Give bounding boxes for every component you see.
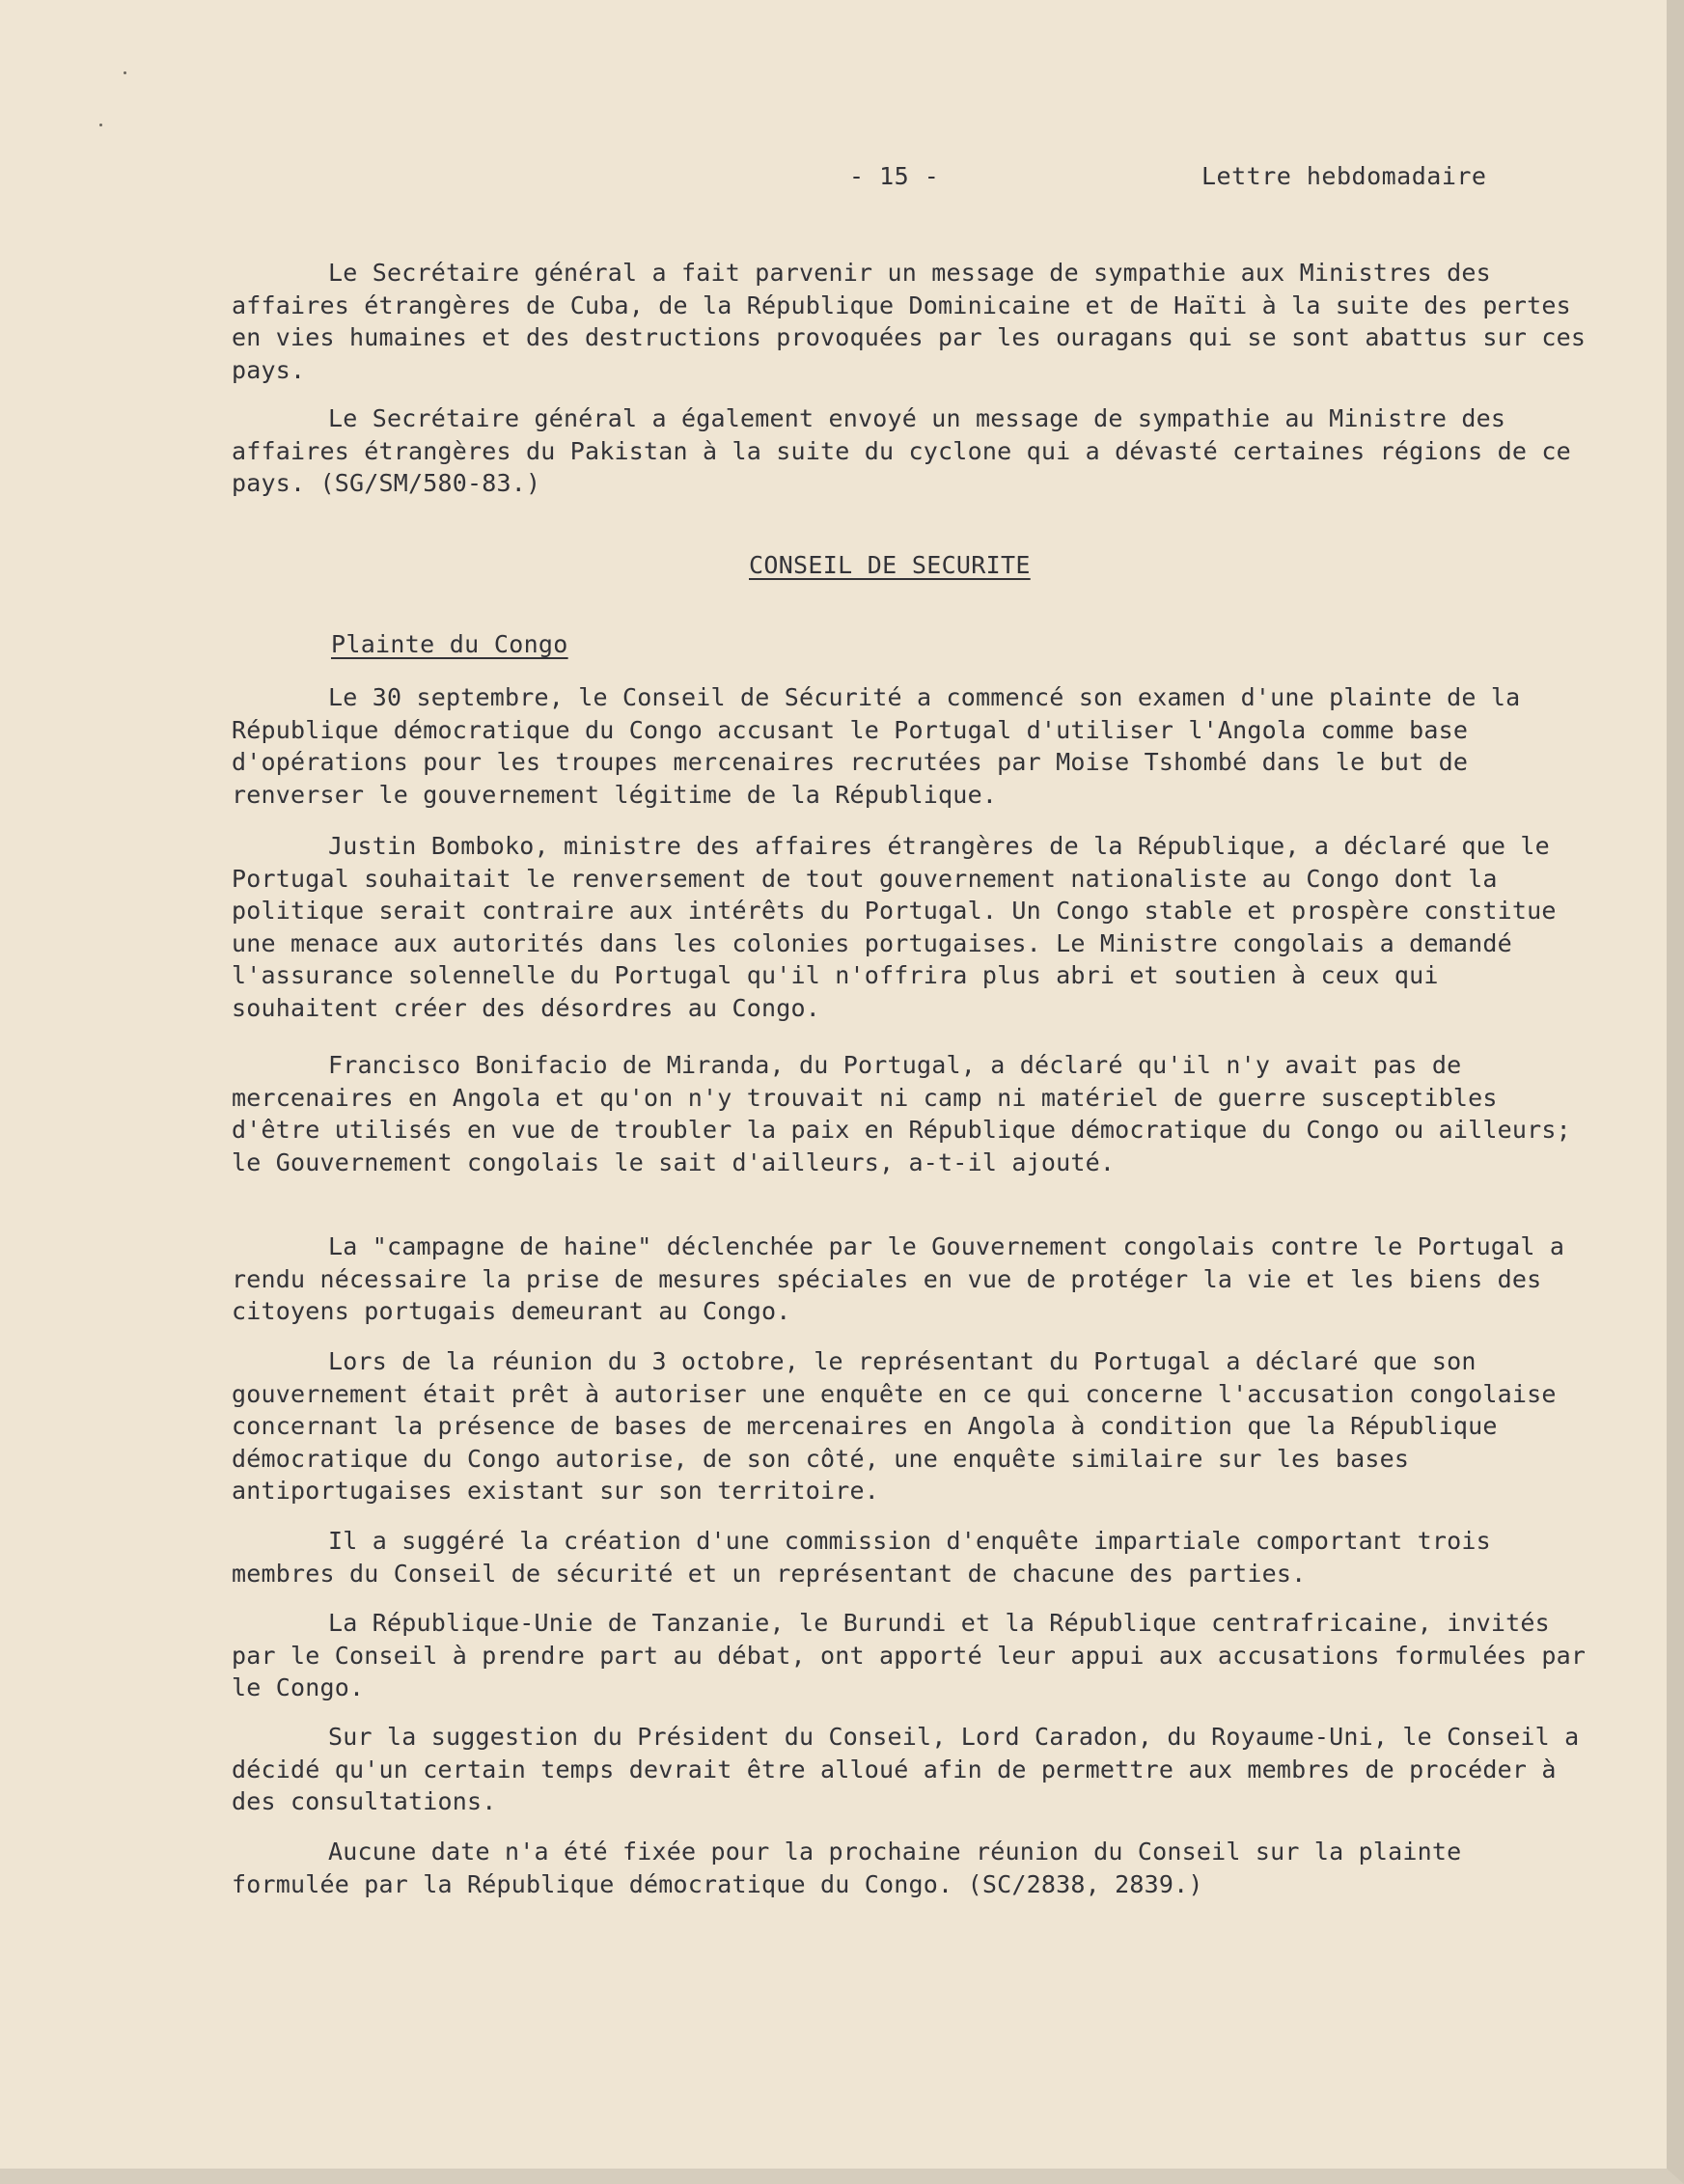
- paragraph-bomboko-statement: Justin Bomboko, ministre des affaires étrangères de la République, a déclaré que le Portugal souhaitait le renversement de tout gouvernement nationaliste au Congo dont la politique serait contraire aux intérêts du Portugal. Un Congo stable et prospère constitue une menace aux autorités dans les colonies portugaises. Le Ministre congolais a demandé l'assurance solennelle du Portugal qu'il n'offrira plus abri et soutien à ceux qui souhaitent créer des désordres au Congo.: [232, 832, 1557, 1022]
- paragraph-hate-campaign: La "campagne de haine" déclenchée par le Gouvernement congolais contre le Portugal a rendu nécessaire la prise de mesures spéciales en vue de protéger la vie et les biens des citoyens portugais demeurant au Congo.: [232, 1232, 1565, 1325]
- newsletter-title: Lettre hebdomadaire: [1201, 162, 1487, 190]
- paragraph-consultations: Sur la suggestion du Président du Conseil, Lord Caradon, du Royaume-Uni, le Conseil a décidé qu'un certain temps devrait être alloué afin de permettre aux membres de procéder à des consultations.: [232, 1723, 1580, 1815]
- paragraph-sympathy-caribbean: Le Secrétaire général a fait parvenir un message de sympathie aux Ministres des affaires étrangères de Cuba, de la République Dominicaine et de Haïti à la suite des pertes en vies humaines et des destructions provoquées par les ouragans qui se sont abattus sur ces pays.: [232, 259, 1587, 384]
- paragraph-next-meeting: Aucune date n'a été fixée pour la prochaine réunion du Conseil sur la plainte formulée par la République démocratique du Congo. (SC/2838, 2839.): [232, 1838, 1462, 1898]
- paper-speck: [124, 71, 126, 74]
- paragraph-commission-proposal: Il a suggéré la création d'une commission d'enquête impartiale comportant trois membres du Conseil de sécurité et un représentant de chacune des parties.: [232, 1527, 1491, 1588]
- paragraph-miranda-statement: Francisco Bonifacio de Miranda, du Portugal, a déclaré qu'il n'y avait pas de mercenaires en Angola et qu'on n'y trouvait ni camp ni matériel de guerre susceptibles d'être utilisés en vue de troubler la paix en République démocratique du Congo ou ailleurs; le Gouvernement congolais le sait d'ailleurs, a-t-il ajouté.: [232, 1051, 1571, 1176]
- page-number: - 15 -: [849, 162, 940, 190]
- sub-heading-congo-complaint: Plainte du Congo: [331, 630, 568, 658]
- paragraph-complaint-opening: Le 30 septembre, le Conseil de Sécurité a commencé son examen d'une plainte de la République démocratique du Congo accusant le Portugal d'utiliser l'Angola comme base d'opérations pour les troupes mercenaires recrutées par Moise Tshombé dans le but de renverser le gouvernement légitime de la République.: [232, 683, 1521, 809]
- paragraph-october-meeting: Lors de la réunion du 3 octobre, le représentant du Portugal a déclaré que son gouvernement était prêt à autoriser une enquête en ce qui concerne l'accusation congolaise concernant la présence de bases de mercenaires en Angola à condition que la République démocratique du Congo autorise, de son côté, une enquête similaire sur les bases antiportugaises existant sur son territoire.: [232, 1347, 1557, 1505]
- paragraph-african-support: La République-Unie de Tanzanie, le Burundi et la République centrafricaine, invités par le Conseil à prendre part au débat, ont apporté leur appui aux accusations formulées par le Congo.: [232, 1609, 1587, 1701]
- paper-speck: [99, 124, 102, 126]
- section-heading-security-council: CONSEIL DE SECURITE: [749, 551, 1031, 579]
- paragraph-sympathy-pakistan: Le Secrétaire général a également envoyé un message de sympathie au Ministre des affaires étrangères du Pakistan à la suite du cyclone qui a dévasté certaines régions de ce pays. (SG/SM/580-83.): [232, 404, 1571, 497]
